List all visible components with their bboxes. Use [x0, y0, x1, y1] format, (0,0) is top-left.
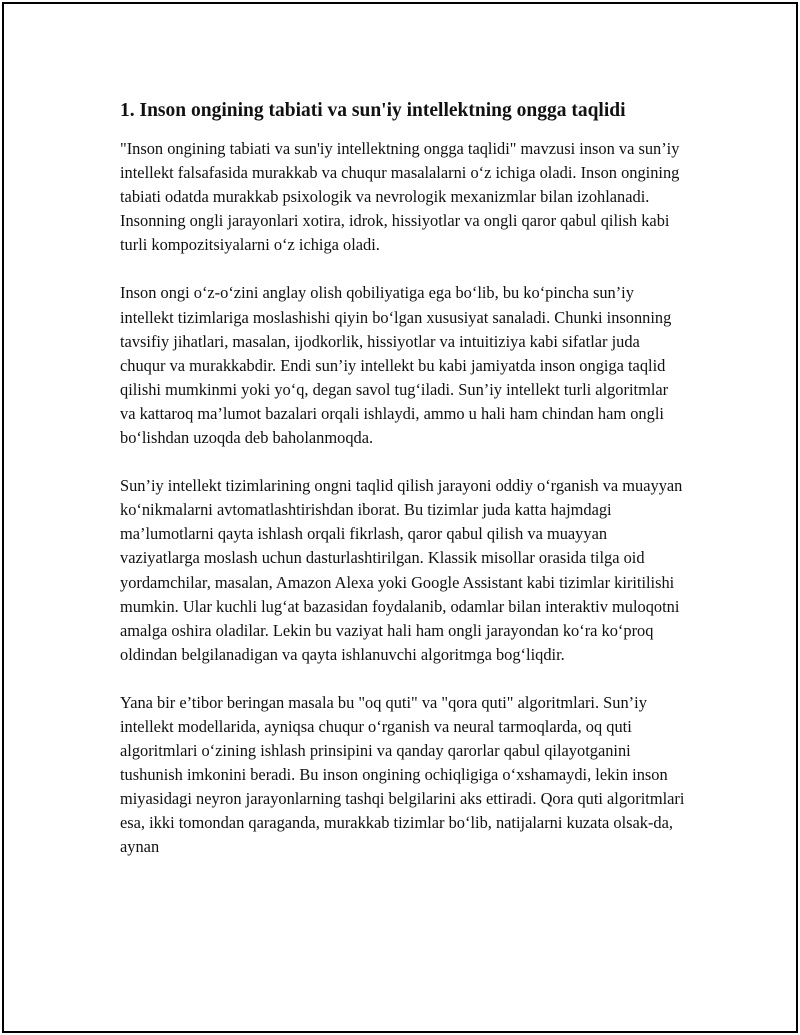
paragraph-3: Sun’iy intellekt tizimlarining ongni taqlid qilish jarayoni oddiy o‘rganish va muayyan ko‘nikmalarni avtomatlashtirishdan iborat. Bu tizimlar juda katta hajmdagi ma’lumotlarni qayta ishlash orqali fikrlash, qaror qabul qilish va muayyan vaziyatlarga moslash uchun dasturlashtirilgan. Klassik misollar orasida tilga oid yordamchilar, masalan, Amazon Alexa yoki Google Assistant kabi tizimlar kiritilishi mumkin. Ular kuchli lug‘at bazasidan foydalanib, odamlar bilan interaktiv muloqotni amalga oshira oladilar. Lekin bu vaziyat hali ham ongli jarayondan ko‘ra ko‘proq oldindan belgilanadigan va qayta ishlanuvchi algoritmga bog‘liqdir.: [120, 476, 683, 664]
paragraph-2: Inson ongi o‘z-o‘zini anglay olish qobiliyatiga ega bo‘lib, bu ko‘pincha sun’iy intellekt tizimlariga moslashishi qiyin bo‘lgan xususiyat sanaladi. Chunki insonning tavsifiy jihatlari, masalan, ijodkorlik, hissiyotlar va intuitiziya kabi sifatlar juda chuqur va murakkabdir. Endi sun’iy intellekt bu kabi jamiyatda inson ongiga taqlid qilishi mumkinmi yoki yo‘q, degan savol tug‘iladi. Sun’iy intellekt turli algoritmlar va kattaroq ma’lumot bazalari orqali ishlaydi, ammo u hali ham chindan ham ongli bo‘lishdan uzoqda deb baholanmoqda.: [120, 283, 672, 448]
section-heading: 1. Inson ongining tabiati va sun'iy intellektning ongga taqlidi: [120, 100, 626, 121]
paragraph-1: "Inson ongining tabiati va sun'iy intellektning ongga taqlidi" mavzusi inson va sun’iy intellekt falsafasida murakkab va chuqur masalalarni o‘z ichiga oladi. Inson ongining tabiati odatda murakkab psixologik va nevrologik mexanizmlar bilan izohlanadi. Insonning ongli jarayonlari xotira, idrok, hissiyotlar va ongli qaror qabul qilish kabi turli kompozitsiyalarni o‘z ichiga oladi.: [120, 139, 680, 255]
document-page: [2, 2, 798, 1033]
document-body: [120, 98, 686, 884]
paragraph-4: Yana bir e’tibor beringan masala bu "oq quti" va "qora quti" algoritmlari. Sun’iy intellekt modellarida, ayniqsa chuqur o‘rganish va neural tarmoqlarda, oq quti algoritmlari o‘zining ishlash prinsipini va qanday qarorlar qabul qilayotganini tushunish imkonini beradi. Bu inson ongining ochiqligiga o‘xshamaydi, lekin inson miyasidagi neyron jarayonlarning tashqi belgilarini aks ettiradi. Qora quti algoritmlari esa, ikki tomondan qaraganda, murakkab tizimlar bo‘lib, natijalarni kuzata olsak-da, aynan: [120, 692, 685, 857]
